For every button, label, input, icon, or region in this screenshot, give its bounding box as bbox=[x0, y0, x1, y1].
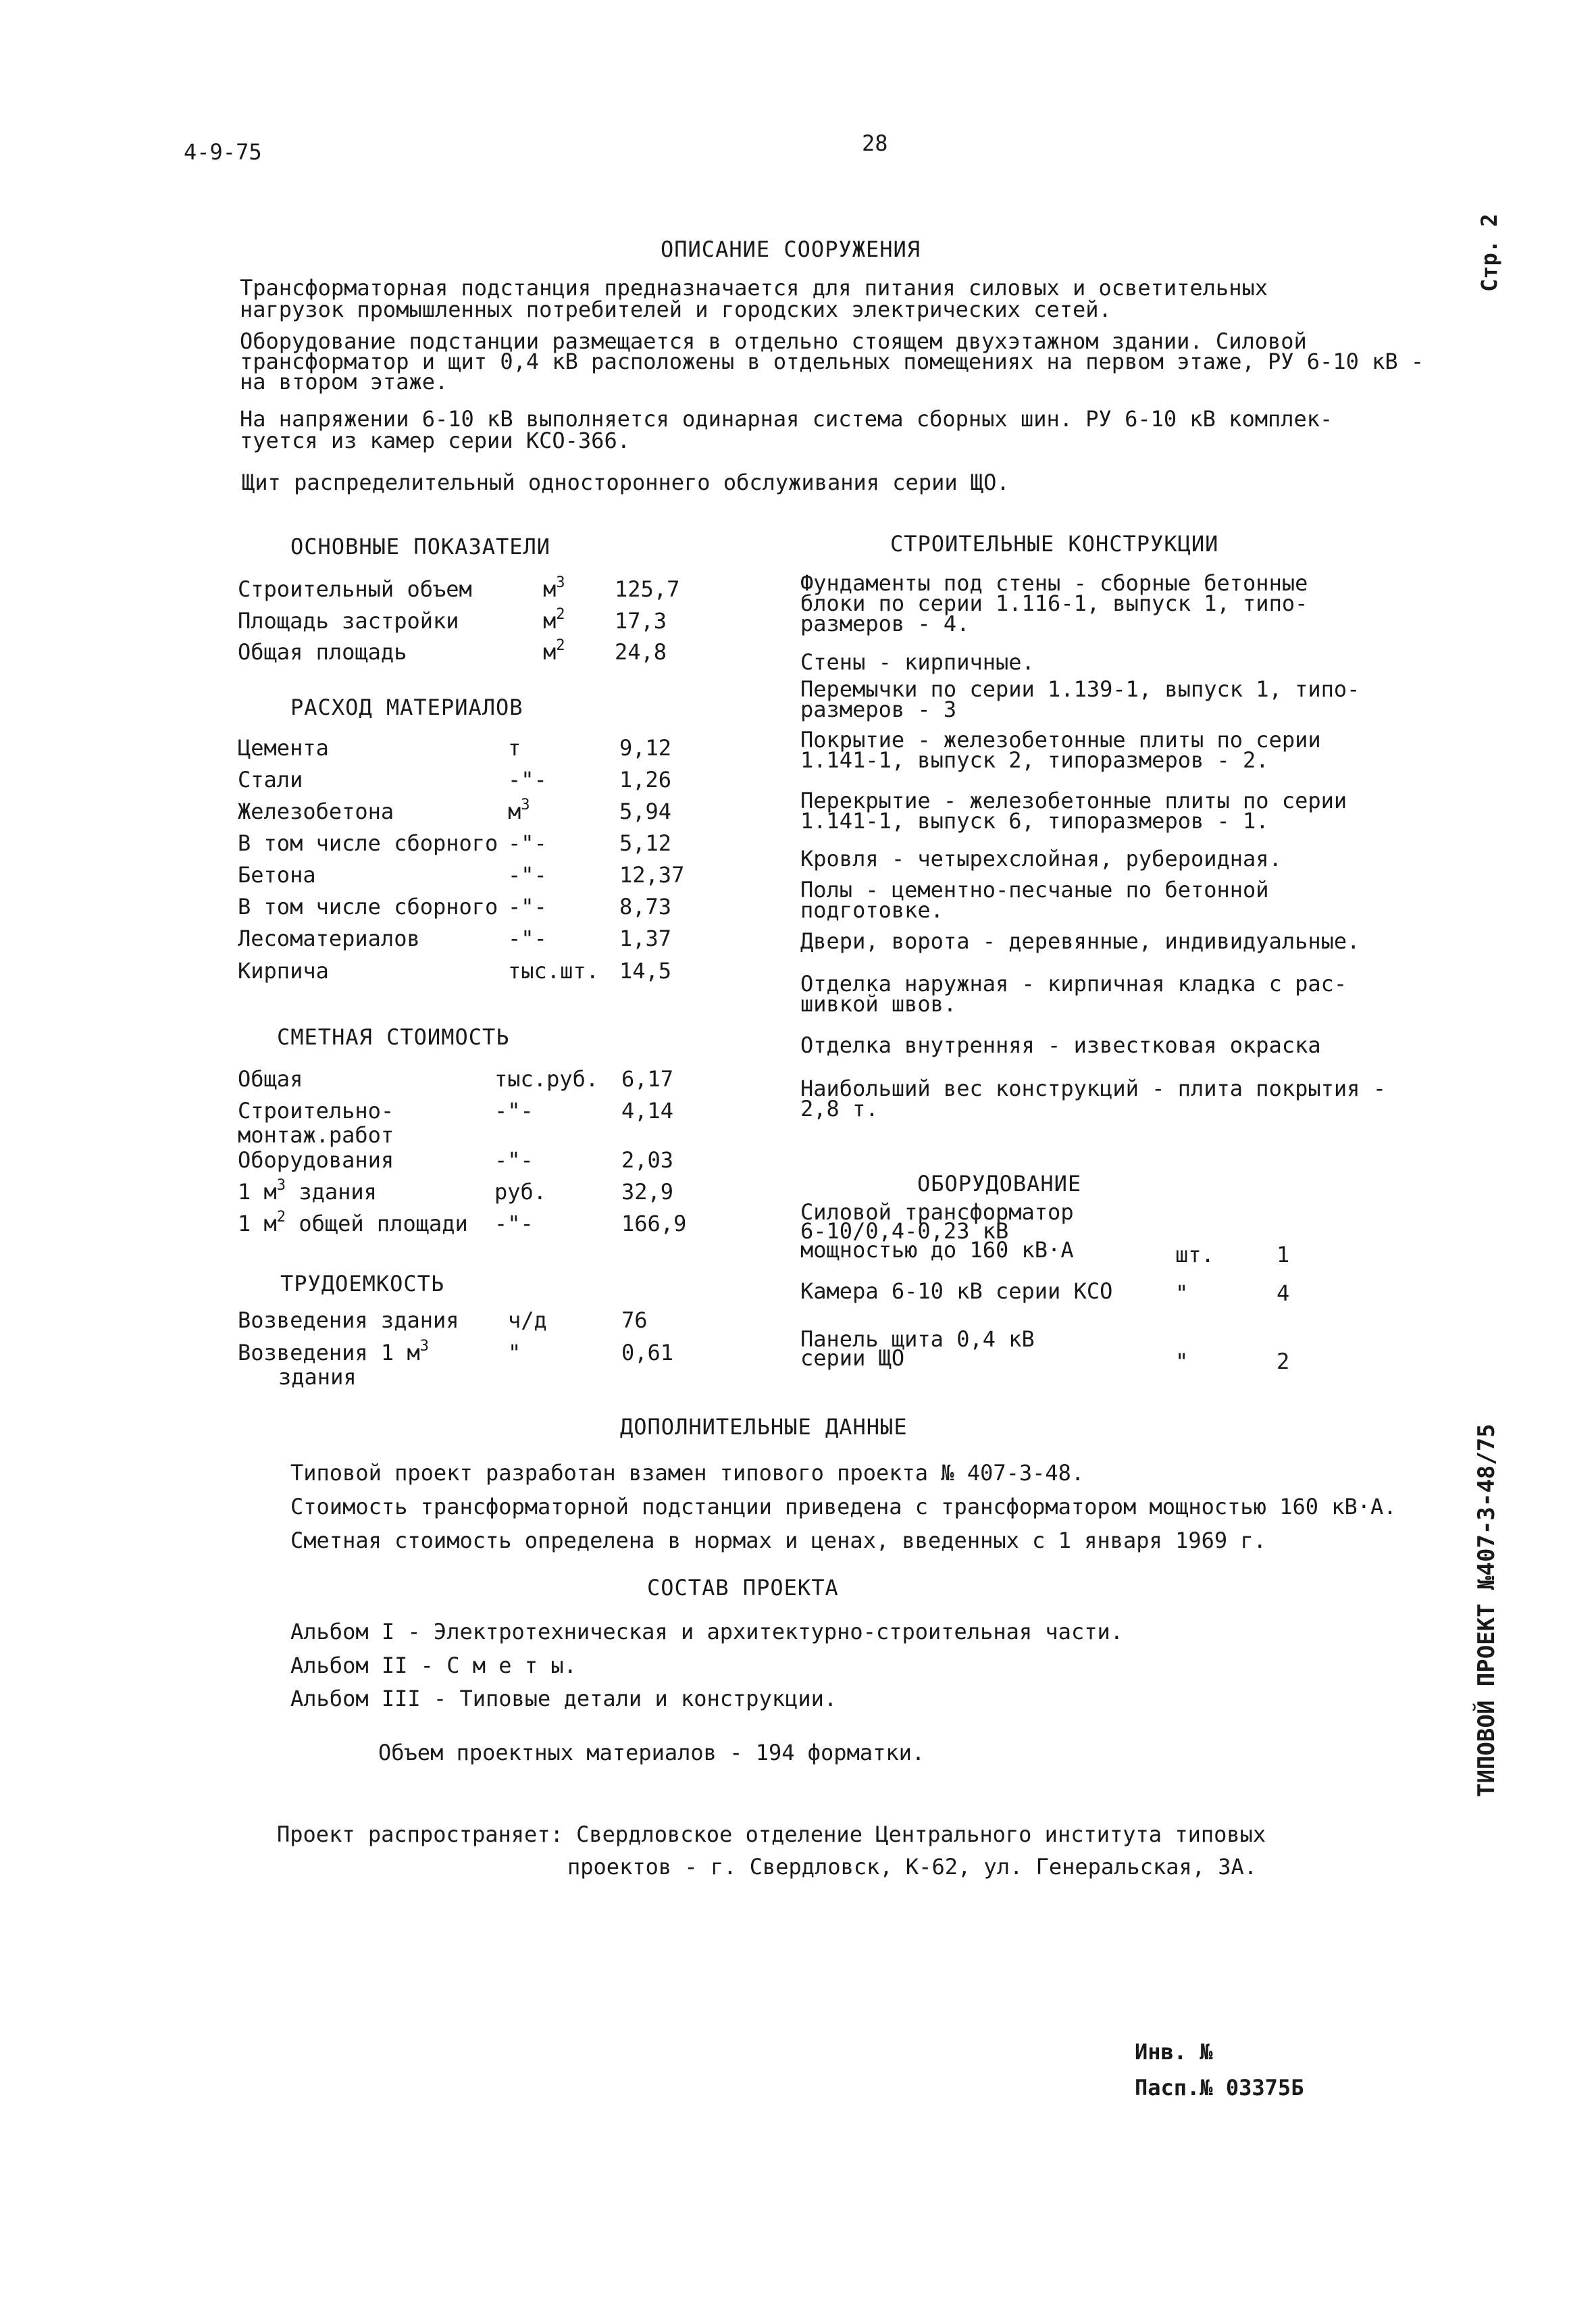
cost-name-text: 1 м bbox=[238, 1179, 277, 1205]
indicator-unit bbox=[543, 606, 565, 634]
material-value: 5,12 bbox=[619, 830, 672, 856]
structure-item: Отделка внутренняя - известковая окраска bbox=[800, 1032, 1321, 1058]
cost-name bbox=[238, 1099, 394, 1148]
material-unit-text: т bbox=[508, 735, 521, 761]
material-name bbox=[238, 959, 329, 984]
labor-value: 0,61 bbox=[621, 1340, 674, 1365]
indicator-name-text: Площадь застройки bbox=[238, 608, 459, 634]
structure-item: Двери, ворота - деревянные, индивидуальные. bbox=[800, 928, 1360, 954]
cost-value: 6,17 bbox=[621, 1066, 674, 1092]
additional-title: ДОПОЛНИТЕЛЬНЫЕ ДАННЫЕ bbox=[620, 1414, 908, 1440]
equipment-unit: шт. bbox=[1175, 1242, 1214, 1267]
cost-unit bbox=[494, 1099, 534, 1124]
indicator-name bbox=[238, 609, 459, 634]
equipment-row bbox=[800, 1199, 1341, 1267]
labor-name-text: Возведения здания bbox=[238, 1307, 459, 1333]
material-unit bbox=[508, 736, 521, 761]
additional-line-3: Сметная стоимость определена в нормах и ценах, введенных с 1 января 1969 г. bbox=[290, 1528, 1266, 1553]
composition-line-2: Альбом II - С м е т ы. bbox=[290, 1653, 577, 1678]
material-name-text: Лесоматериалов bbox=[238, 926, 420, 951]
cost-value: 2,03 bbox=[621, 1147, 674, 1173]
description-paragraph-1: Трансформаторная подстанция предназначается для питания силовых и осветительных нагрузок промышленных потребителей и городских электрических сетей. bbox=[240, 275, 1268, 322]
material-row bbox=[238, 927, 711, 958]
cost-unit bbox=[494, 1212, 534, 1236]
material-value: 12,37 bbox=[619, 862, 685, 888]
page-number: 28 bbox=[862, 130, 888, 156]
material-unit-text: -"- bbox=[508, 830, 547, 856]
cost-title: СМЕТНАЯ СТОИМОСТЬ bbox=[277, 1024, 510, 1050]
cost-unit-text: руб. bbox=[494, 1179, 547, 1205]
materials-title: РАСХОД МАТЕРИАЛОВ bbox=[290, 695, 523, 720]
indicator-unit bbox=[543, 574, 565, 602]
material-row bbox=[238, 736, 711, 768]
cost-unit-text: -"- bbox=[494, 1211, 534, 1236]
material-unit-text: тыс.шт. bbox=[508, 958, 599, 984]
material-row bbox=[238, 863, 711, 895]
composition-volume: Объем проектных материалов - 194 форматки. bbox=[378, 1740, 925, 1765]
structure-item: Наибольший вес конструкций - плита покрытия - 2,8 т. bbox=[800, 1076, 1386, 1122]
cost-name bbox=[238, 1209, 468, 1236]
cost-name-superscript: 2 bbox=[276, 1209, 286, 1226]
cost-unit-text: тыс.руб. bbox=[494, 1066, 599, 1092]
cost-name bbox=[238, 1149, 394, 1173]
composition-line-1: Альбом I - Электротехническая и архитектурно-строительная части. bbox=[290, 1619, 1123, 1644]
material-unit-superscript: 3 bbox=[521, 797, 530, 813]
passport-stamp: Пасп.№ 03375Б bbox=[1135, 2075, 1304, 2101]
distributor-line-2: проектов - г. Свердловск, К-62, ул. Генеральская, 3А. bbox=[567, 1854, 1258, 1880]
structure-item: Полы - цементно-песчаные по бетонной подготовке. bbox=[800, 877, 1269, 923]
material-name-text: В том числе сборного bbox=[238, 830, 498, 856]
material-row bbox=[238, 959, 711, 990]
material-unit-text: м bbox=[508, 799, 521, 824]
material-unit bbox=[508, 832, 547, 856]
material-unit-text: -"- bbox=[508, 767, 547, 793]
equipment-unit: " bbox=[1175, 1280, 1189, 1306]
cost-name-tail: здания bbox=[286, 1179, 377, 1205]
indicators-title: ОСНОВНЫЕ ПОКАЗАТЕЛИ bbox=[290, 534, 551, 559]
composition-line-3: Альбом III - Типовые детали и конструкции. bbox=[290, 1686, 838, 1711]
labor-row bbox=[238, 1309, 711, 1340]
material-name bbox=[238, 800, 394, 824]
equipment-unit: " bbox=[1175, 1349, 1189, 1374]
material-value: 1,26 bbox=[619, 767, 672, 793]
equipment-value: 4 bbox=[1277, 1280, 1290, 1306]
indicator-row bbox=[238, 606, 711, 640]
cost-row bbox=[238, 1098, 711, 1148]
indicator-unit-superscript: 3 bbox=[556, 574, 565, 591]
structure-item: Фундаменты под стены - сборные бетонные блоки по серии 1.116-1, выпуск 1, типо- размеров - 4. bbox=[800, 570, 1308, 636]
labor-unit bbox=[508, 1341, 521, 1365]
labor-title: ТРУДОЕМКОСТЬ bbox=[280, 1271, 445, 1297]
inventory-stamp: Инв. № bbox=[1135, 2039, 1213, 2065]
indicator-unit-text: м bbox=[543, 608, 557, 634]
equipment-name: Силовой трансформатор 6-10/0,4-0,23 кВ мощностью до 160 кВ·А bbox=[800, 1199, 1074, 1263]
structure-item: Перемычки по серии 1.139-1, выпуск 1, типо- размеров - 3 bbox=[800, 676, 1360, 722]
equipment-name: Панель щита 0,4 кВ серии ЩО bbox=[800, 1326, 1035, 1371]
material-name bbox=[238, 832, 498, 856]
structure-item: Перекрытие - железобетонные плиты по серии 1.141-1, выпуск 6, типоразмеров - 1. bbox=[800, 788, 1347, 834]
side-page-label: Стр. 2 bbox=[1476, 213, 1502, 292]
cost-name-text: Строительно- монтаж.работ bbox=[238, 1098, 394, 1148]
labor-unit bbox=[508, 1309, 547, 1333]
labor-name bbox=[238, 1338, 429, 1390]
cost-unit bbox=[494, 1149, 534, 1173]
composition-title: СОСТАВ ПРОЕКТА bbox=[647, 1575, 839, 1601]
material-unit-text: -"- bbox=[508, 926, 547, 951]
structure-item: Отделка наружная - кирпичная кладка с рас- шивкой швов. bbox=[800, 971, 1347, 1017]
document-code: 4-9-75 bbox=[184, 139, 262, 165]
material-unit bbox=[508, 863, 547, 888]
cost-row bbox=[238, 1209, 711, 1243]
material-value: 8,73 bbox=[619, 894, 672, 920]
structure-item: Стены - кирпичные. bbox=[800, 649, 1035, 675]
labor-name bbox=[238, 1309, 459, 1333]
description-paragraph-4: Щит распределительный одностороннего обслуживания серии ЩО. bbox=[242, 470, 1010, 495]
material-name-text: Кирпича bbox=[238, 958, 329, 984]
material-name-text: Цемента bbox=[238, 735, 329, 761]
cost-row bbox=[238, 1067, 711, 1099]
material-row bbox=[238, 768, 711, 799]
cost-name bbox=[238, 1177, 377, 1205]
material-value: 14,5 bbox=[619, 958, 672, 984]
cost-row bbox=[238, 1177, 711, 1211]
structure-item: Кровля - четырехслойная, рубероидная. bbox=[800, 846, 1282, 872]
material-unit bbox=[508, 927, 547, 951]
material-name bbox=[238, 927, 420, 951]
distributor-line-1: Проект распространяет: Свердловское отделение Центрального института типовых bbox=[277, 1821, 1266, 1847]
indicator-unit bbox=[543, 637, 565, 665]
cost-name-text: Общая bbox=[238, 1066, 303, 1092]
labor-unit-text: " bbox=[508, 1340, 521, 1365]
material-name bbox=[238, 736, 329, 761]
material-row bbox=[238, 797, 711, 831]
equipment-name: Камера 6-10 кВ серии КСО bbox=[800, 1278, 1113, 1304]
material-unit bbox=[508, 959, 599, 984]
equipment-row bbox=[800, 1278, 1341, 1313]
material-name bbox=[238, 895, 498, 920]
labor-name-line2: здания bbox=[278, 1363, 357, 1390]
material-value: 9,12 bbox=[619, 735, 672, 761]
indicator-unit-text: м bbox=[543, 576, 557, 602]
material-row bbox=[238, 832, 711, 863]
cost-unit-text: -"- bbox=[494, 1098, 534, 1124]
cost-name-text: Оборудования bbox=[238, 1147, 394, 1173]
description-paragraph-2: Оборудование подстанции размещается в отдельно стоящем двухэтажном здании. Силовой трансформатор и щит 0,4 кВ расположены в отдельных помещениях на первом этаже, РУ 6-10 кВ - на втором этаже. bbox=[240, 328, 1424, 395]
cost-name-tail: общей площади bbox=[286, 1211, 468, 1236]
additional-line-1: Типовой проект разработан взамен типового проекта № 407-3-48. bbox=[290, 1460, 1085, 1486]
material-unit-text: -"- bbox=[508, 862, 547, 888]
cost-value: 166,9 bbox=[621, 1211, 687, 1236]
description-paragraph-3: На напряжении 6-10 кВ выполняется одинарная система сборных шин. РУ 6-10 кВ комплек- туется из камер серии КСО-366. bbox=[240, 406, 1333, 453]
material-value: 5,94 bbox=[619, 799, 672, 824]
labor-unit-text: ч/д bbox=[508, 1307, 547, 1333]
cost-name-superscript: 3 bbox=[276, 1177, 286, 1194]
side-project-label: ТИПОВОЙ ПРОЕКТ №407-3-48/75 bbox=[1473, 1424, 1500, 1797]
labor-value: 76 bbox=[621, 1307, 648, 1333]
indicator-name bbox=[238, 578, 472, 602]
equipment-value: 2 bbox=[1277, 1349, 1290, 1374]
cost-name-text: 1 м bbox=[238, 1211, 277, 1236]
indicator-row bbox=[238, 637, 711, 672]
equipment-value: 1 bbox=[1277, 1242, 1290, 1267]
material-name-text: Бетона bbox=[238, 862, 316, 888]
material-unit bbox=[508, 768, 547, 793]
indicator-value: 24,8 bbox=[615, 639, 667, 665]
indicator-name bbox=[238, 640, 407, 665]
cost-name bbox=[238, 1067, 303, 1092]
indicator-value: 125,7 bbox=[615, 576, 680, 602]
material-unit bbox=[508, 797, 530, 824]
material-unit bbox=[508, 895, 547, 920]
material-name bbox=[238, 768, 303, 793]
cost-value: 32,9 bbox=[621, 1179, 674, 1205]
material-name-text: В том числе сборного bbox=[238, 894, 498, 920]
equipment-title: ОБОРУДОВАНИЕ bbox=[917, 1171, 1082, 1197]
material-unit-text: -"- bbox=[508, 894, 547, 920]
material-name-text: Стали bbox=[238, 767, 303, 793]
indicator-unit-superscript: 2 bbox=[556, 606, 565, 623]
cost-value: 4,14 bbox=[621, 1098, 674, 1124]
indicator-value: 17,3 bbox=[615, 608, 667, 634]
material-value: 1,37 bbox=[619, 926, 672, 951]
indicator-unit-text: м bbox=[543, 639, 557, 665]
structure-item: Покрытие - железобетонные плиты по серии 1.141-1, выпуск 2, типоразмеров - 2. bbox=[800, 727, 1321, 773]
material-name bbox=[238, 863, 316, 888]
structures-title: СТРОИТЕЛЬНЫЕ КОНСТРУКЦИИ bbox=[890, 531, 1219, 557]
cost-unit bbox=[494, 1067, 598, 1092]
indicator-unit-superscript: 2 bbox=[556, 637, 565, 654]
labor-name-superscript: 3 bbox=[419, 1338, 429, 1355]
indicator-name-text: Общая площадь bbox=[238, 639, 407, 665]
labor-row bbox=[238, 1338, 711, 1390]
indicator-row bbox=[238, 574, 711, 609]
description-title: ОПИСАНИЕ СООРУЖЕНИЯ bbox=[661, 236, 921, 262]
cost-unit-text: -"- bbox=[494, 1147, 534, 1173]
indicator-name-text: Строительный объем bbox=[238, 576, 472, 602]
equipment-row bbox=[800, 1326, 1341, 1374]
labor-name-text: Возведения 1 м bbox=[238, 1340, 420, 1365]
material-row bbox=[238, 895, 711, 926]
cost-row bbox=[238, 1149, 711, 1180]
additional-line-2: Стоимость трансформаторной подстанции приведена с трансформатором мощностью 160 кВ·А. bbox=[290, 1494, 1397, 1519]
cost-unit bbox=[494, 1180, 546, 1205]
material-name-text: Железобетона bbox=[238, 799, 394, 824]
